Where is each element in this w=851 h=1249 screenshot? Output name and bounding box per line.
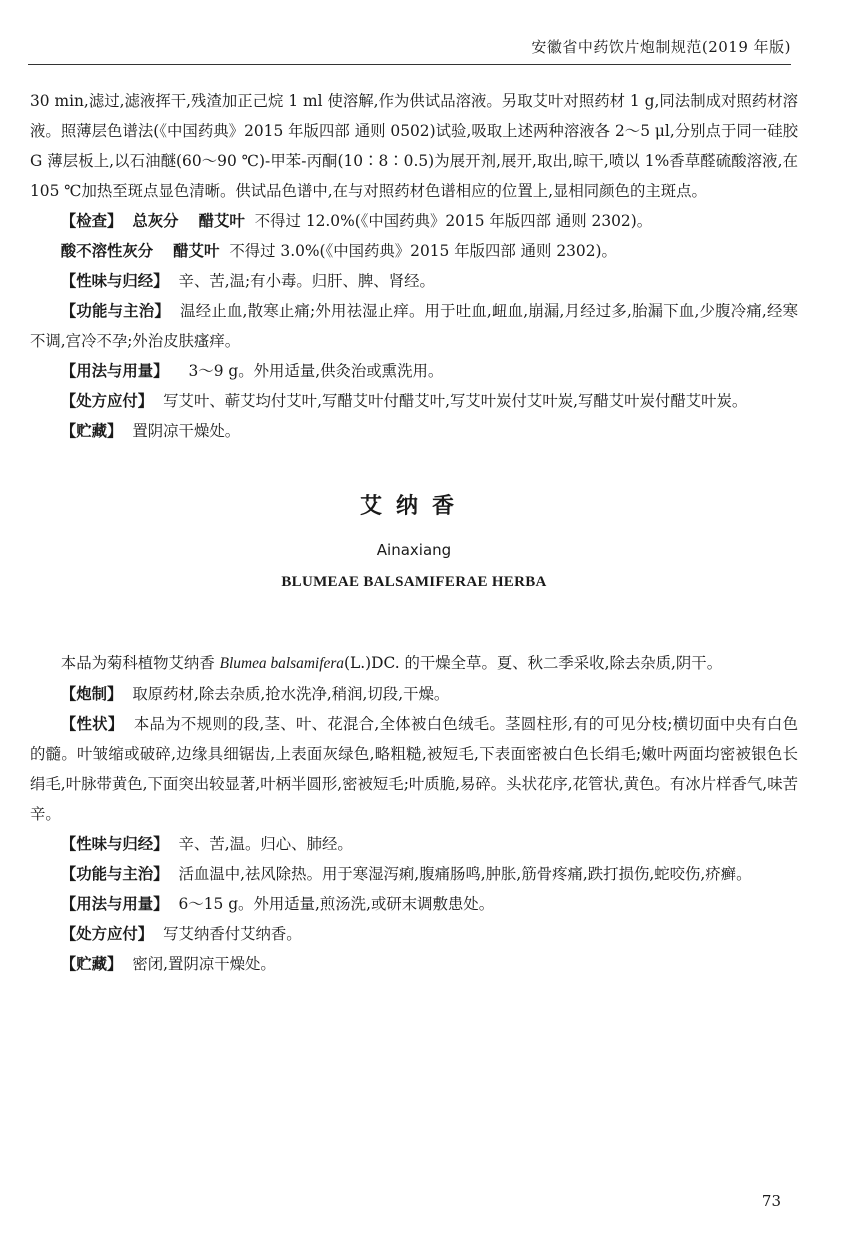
processing-label: 【炮制】 [60,685,123,703]
prescription-text-2: 写艾纳香付艾纳香。 [163,925,302,943]
storage-paragraph-1 [30,416,798,446]
acid-ash-text: 不得过 3.0%(《中国药典》2015 年版四部 通则 2302)。 [229,242,617,260]
header-title: 安徽省中药饮片炮制规范(2019 年版) [531,38,791,56]
check-sub-vinegar-leaf: 醋艾叶 [198,212,245,230]
check-sub-total-ash: 总灰分 [132,212,179,230]
traits-label: 【性状】 [60,715,124,733]
page-number: 73 [761,1192,781,1210]
traits-paragraph [30,709,798,829]
origin-latin-species: Blumea balsamifera [219,655,345,672]
storage-text-2: 密闭,置阴凉干燥处。 [132,955,276,973]
nature-label-1: 【性味与归经】 [60,272,169,290]
usage-paragraph-1 [30,356,798,386]
traits-text: 本品为不规则的段,茎、叶、花混合,全体被白色绒毛。茎圆柱形,有的可见分枝;横切面中央有白色的髓。叶皱缩或破碎,边缘具细锯齿,上表面灰绿色,略粗糙,被短毛,下表面密被白色长绢毛;嫩叶两面均密被银色长绢毛,叶脉带黄色,下面突出较显著,叶柄半圆形,密被短毛;叶质脆,易碎。头状花序,花管状,黄色。有冰片样香气,味苦辛。 [30,715,798,823]
prescription-paragraph-1 [30,386,798,416]
function-paragraph-2 [30,859,798,889]
title-spacer [30,592,798,648]
usage-paragraph-2 [30,889,798,919]
origin-text-post: (L.)DC. 的干燥全草。夏、秋二季采收,除去杂质,阴干。 [344,654,723,672]
usage-text-2: 6～15 g。外用适量,煎汤洗,或研末调敷患处。 [178,895,495,913]
function-text-2: 活血温中,祛风除热。用于寒湿泻痢,腹痛肠鸣,肿胀,筋骨疼痛,跌打损伤,蛇咬伤,疥癣。 [178,865,752,883]
acid-ash-label: 酸不溶性灰分 [60,242,154,260]
prescription-label-2: 【处方应付】 [60,925,154,943]
nature-text-1: 辛、苦,温;有小毒。归肝、脾、肾经。 [178,272,435,290]
running-header [28,34,791,65]
storage-paragraph-2 [30,949,798,979]
storage-text-1: 置阴凉干燥处。 [132,422,241,440]
function-paragraph-1 [30,296,798,356]
usage-text-1: 3～9 g。外用适量,供灸治或熏洗用。 [188,362,444,380]
identification-continuation: 30 min,滤过,滤液挥干,残渣加正己烷 1 ml 使溶解,作为供试品溶液。另取艾叶对照药材 1 g,同法制成对照药材溶液。照薄层色谱法(《中国药典》2015 年版四部 通则 0502)试验,吸取上述两种溶液各 2～5 μl,分别点于同一硅胶 G 薄层板上,以石油醚(60～90 ℃)-甲苯-丙酮(10∶8∶0.5)为展开剂,展开,取出,晾干,喷以 1%香草醛硫酸溶液,在 105 ℃加热至斑点显色清晰。供试品色谱中,在与对照药材色谱相应的位置上,显相同颜色的主斑点。 [30,92,798,200]
check-paragraph [30,206,798,236]
storage-label-1: 【贮藏】 [60,422,123,440]
check-label: 【检查】 [60,212,123,230]
function-label-2: 【功能与主治】 [60,865,169,883]
monograph-pinyin: Ainaxiang [376,541,452,559]
prescription-paragraph-2 [30,919,798,949]
nature-paragraph-2 [30,829,798,859]
monograph-latin-name: BLUMEAE BALSAMIFERAE HERBA [281,574,547,590]
usage-label-1: 【用法与用量】 [60,362,169,380]
nature-paragraph-1 [30,266,798,296]
processing-text: 取原药材,除去杂质,抢水洗净,稍润,切段,干燥。 [132,685,450,703]
function-label-1: 【功能与主治】 [60,302,170,320]
page-body [30,86,798,979]
function-text-1: 温经止血,散寒止痛;外用祛湿止痒。用于吐血,衄血,崩漏,月经过多,胎漏下血,少腹冷痛,经寒不调,宫冷不孕;外治皮肤瘙痒。 [30,302,798,350]
acid-ash-sub: 醋艾叶 [173,242,220,260]
nature-text-2: 辛、苦,温。归心、肺经。 [178,835,353,853]
monograph-title: 艾纳香 [359,494,468,519]
prescription-label-1: 【处方应付】 [60,392,154,410]
usage-label-2: 【用法与用量】 [60,895,169,913]
check-text: 不得过 12.0%(《中国药典》2015 年版四部 通则 2302)。 [254,212,653,230]
acid-ash-paragraph [30,236,798,266]
nature-label-2: 【性味与归经】 [60,835,169,853]
processing-paragraph [30,679,798,709]
storage-label-2: 【贮藏】 [60,955,123,973]
prescription-text-1: 写艾叶、蕲艾均付艾叶,写醋艾叶付醋艾叶,写艾叶炭付艾叶炭,写醋艾叶炭付醋艾叶炭。 [163,392,748,410]
origin-paragraph [30,648,798,679]
origin-text-pre: 本品为菊科植物艾纳香 [60,654,220,672]
